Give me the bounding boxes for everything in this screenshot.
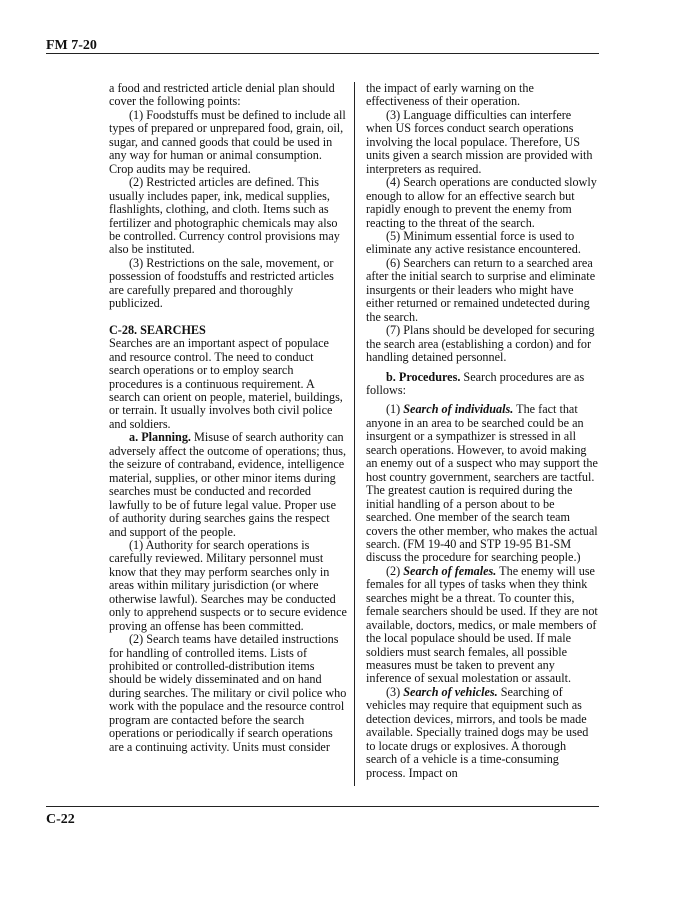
paragraph-restrictions: (3) Restrictions on the sale, movement, or possession of foodstuffs and restricted articles are carefully prepared and thoroughly publicized.	[109, 255, 334, 311]
paragraph-search-teams: (2) Search teams have detailed instructions for handling of controlled items. Lists of prohibited or controlled-distribution items should be widely disseminated and on hand during searches. The military or civil police who work with the populace and the resource control program are contacted before the search operations or periodically if search operations are a continuing activity. Units must consider	[109, 632, 347, 754]
paragraph-search-speed: (4) Search operations are conducted slowly enough to allow for an effective search but rapidly enough to prevent the enemy from reacting to the threat of the search.	[366, 175, 597, 230]
column-divider	[354, 82, 355, 786]
procedures-lead: b. Procedures.	[386, 369, 461, 384]
paragraph-foodstuffs: (1) Foodstuffs must be defined to include all types of prepared or unprepared food, grain, oil, sugar, and canned goods that could be used in any way for human or animal consumption. Crop audits may be required.	[109, 107, 346, 176]
individuals-lead: Search of individuals.	[403, 402, 514, 417]
paragraph-search-individuals	[366, 403, 600, 564]
procedures-text: Search procedures are as follows:	[366, 369, 585, 397]
section-heading-searches: C-28. SEARCHES	[109, 322, 206, 337]
paragraph-planning	[109, 431, 347, 539]
females-lead: Search of females.	[403, 563, 497, 578]
paragraph-early-warning: the impact of early warning on the effectiveness of their operation.	[366, 81, 534, 109]
individuals-number: (1)	[386, 402, 404, 417]
footer-rule	[46, 806, 599, 807]
paragraph-language: (3) Language difficulties can interfere when US forces conduct search operations involving the local populace. Therefore, US units given a search mission are provided with interpreters as required.	[366, 107, 593, 176]
paragraph-plans: (7) Plans should be developed for securing the search area (establishing a cordon) and for handling detained personnel.	[366, 323, 595, 365]
right-column	[366, 82, 600, 780]
females-number: (2)	[386, 563, 404, 578]
paragraph-search-vehicles	[366, 686, 600, 780]
paragraph-minimum-force: (5) Minimum essential force is used to eliminate any active resistance encountered.	[366, 228, 581, 257]
paragraph-searches-intro: Searches are an important aspect of populace and resource control. The need to conduct search operations or to employ search procedures is a continuous requirement. A search can orient on people, materiel, buildings, or terrain. It usually involves both civil police and soldiers.	[109, 336, 343, 431]
manual-id-header: FM 7-20	[46, 38, 97, 53]
females-text: The enemy will use females for all types of tasks when they think searches might be a threat. To counter this, female searchers should be used. If they are not available, doctors, medics, or male members of the local populace should be used. If male soldiers must search females, all possible measures must be taken to prevent any inference of sexual molestation or assault.	[366, 563, 598, 686]
vehicles-text: Searching of vehicles may require that equipment such as detection devices, mirrors, and tools be made available. Specially trained dogs may be used to locate drugs or explosives. A thorough search of a vehicle is a time-consuming process. Impact on	[366, 684, 589, 780]
page-number-footer: C-22	[46, 812, 75, 827]
vehicles-number: (3)	[386, 684, 404, 699]
paragraph-search-females	[366, 565, 600, 686]
paragraph-procedures	[366, 371, 600, 398]
paragraph-restricted-articles: (2) Restricted articles are defined. This usually includes paper, ink, medical supplies, flashlights, clothing, and cloth. Items such as fertilizer and photographic chemicals may also be controlled. Currency control provisions may also be instituted.	[109, 175, 340, 257]
vehicles-lead: Search of vehicles.	[403, 684, 498, 699]
paragraph-authority: (1) Authority for search operations is carefully reviewed. Military personnel must know that they may perform searches only in areas within military jurisdiction (or where otherwise lawful). Searches may be conducted only to apprehend suspects or to secure evidence proving an offense has been committed.	[109, 537, 347, 633]
header-rule	[46, 53, 599, 54]
individuals-text: The fact that anyone in an area to be searched could be an insurgent or a sympathizer is stressed in all search operations. However, to avoid making an enemy out of a suspect who may support the host country government, searchers are tactful. The greatest caution is required during the initial handling of a person about to be searched. One member of the search team covers the other member, who makes the actual search. (FM 19-40 and STP 19-95 B1-SM discuss the procedure for searching people.)	[366, 402, 598, 565]
left-column	[109, 82, 347, 754]
paragraph-return-search: (6) Searchers can return to a searched area after the initial search to surprise and eliminate insurgents or their leaders who might have either returned or remained undetected during the search.	[366, 255, 596, 324]
paragraph-denial-plan: a food and restricted article denial plan should cover the following points:	[109, 81, 335, 109]
planning-lead: a. Planning.	[129, 430, 191, 445]
planning-text: Misuse of search authority can adversely affect the outcome of operations; thus, the seizure of contraband, evidence, intelligence material, supplies, or other minor items during searches must be conducted and recorded lawfully to be of future legal value. Proper use of authority during searches gains the respect and support of the people.	[109, 430, 347, 539]
